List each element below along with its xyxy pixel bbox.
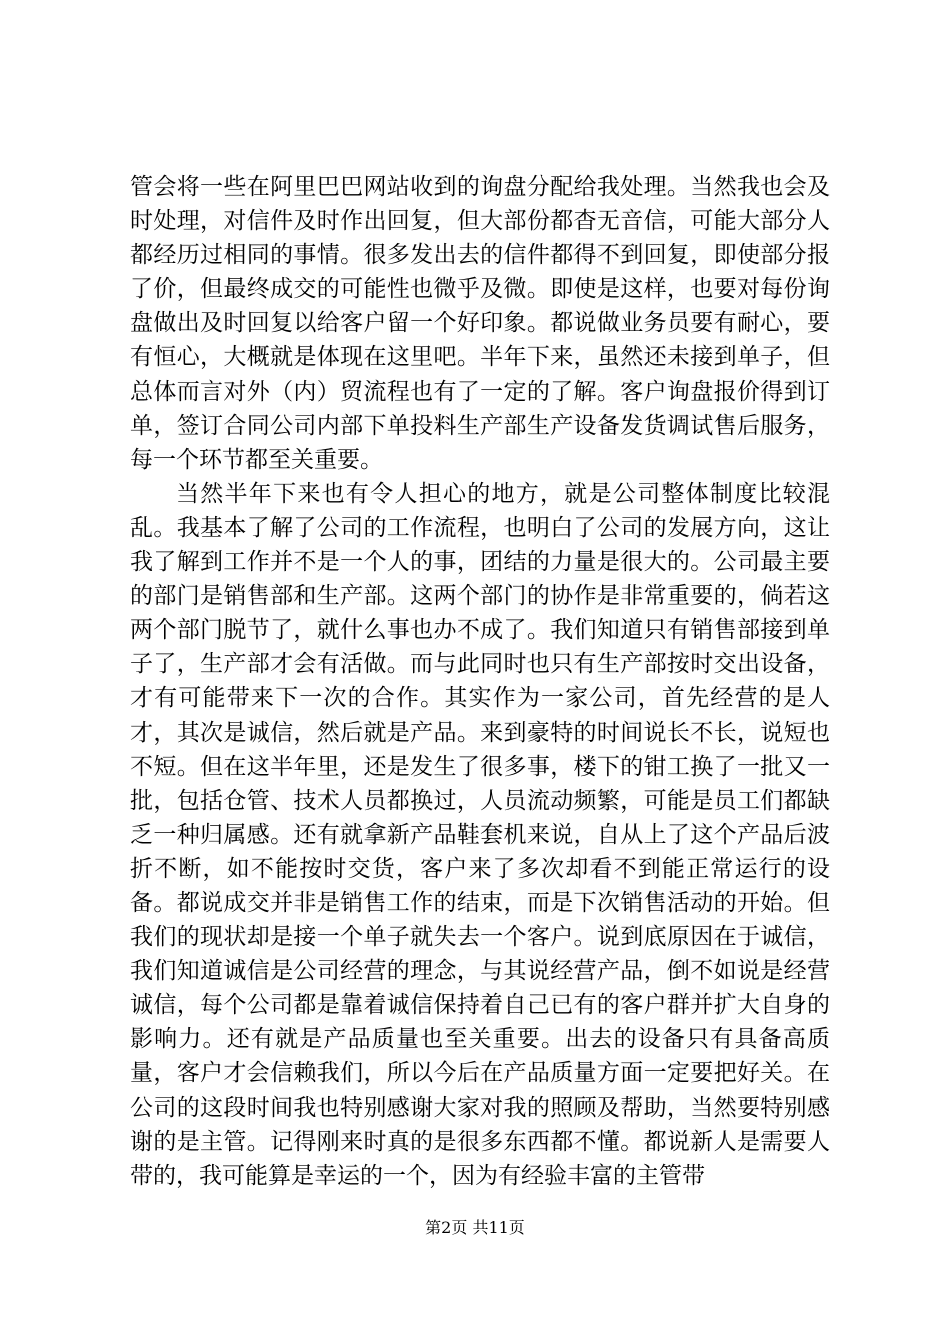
document-body (130, 170, 830, 1193)
paragraph: 当然半年下来也有令人担心的地方，就是公司整体制度比较混乱。我基本了解了公司的工作流程，也明白了公司的发展方向，这让我了解到工作并不是一个人的事，团结的力量是很大的。公司最主要的部门是销售部和生产部。这两个部门的协作是非常重要的，倘若这两个部门脱节了，就什么事也办不成了。我们知道只有销售部接到单子了，生产部才会有活做。而与此同时也只有生产部按时交出设备，才有可能带来下一次的合作。其实作为一家公司，首先经营的是人才，其次是诚信，然后就是产品。来到豪特的时间说长不长，说短也不短。但在这半年里，还是发生了很多事，楼下的钳工换了一批又一批，包括仓管、技术人员都换过，人员流动频繁，可能是员工们都缺乏一种归属感。还有就拿新产品鞋套机来说，自从上了这个产品后波折不断，如不能按时交货，客户来了多次却看不到能正常运行的设备。都说成交并非是销售工作的结束，而是下次销售活动的开始。但我们的现状却是接一个单子就失去一个客户。说到底原因在于诚信，我们知道诚信是公司经营的理念，与其说经营产品，倒不如说是经营诚信，每个公司都是靠着诚信保持着自己已有的客户群并扩大自身的影响力。还有就是产品质量也至关重要。出去的设备只有具备高质量，客户才会信赖我们，所以今后在产品质量方面一定要把好关。在公司的这段时间我也特别感谢大家对我的照顾及帮助，当然要特别感谢的是主管。记得刚来时真的是很多东西都不懂。都说新人是需要人带的，我可能算是幸运的一个，因为有经验丰富的主管带 (130, 480, 830, 1189)
paragraph-continuation: 管会将一些在阿里巴巴网站收到的询盘分配给我处理。当然我也会及时处理，对信件及时作出回复，但大部份都杳无音信，可能大部分人都经历过相同的事情。很多发出去的信件都得不到回复，即使部分报了价，但最终成交的可能性也微乎及微。即使是这样，也要对每份询盘做出及时回复以给客户留一个好印象。都说做业务员要有耐心，要有恒心，大概就是体现在这里吧。半年下来，虽然还未接到单子，但总体而言对外（内）贸流程也有了一定的了解。客户询盘报价得到订单，签订合同公司内部下单投料生产部生产设备发货调试售后服务，每一个环节都至关重要。 (130, 174, 830, 473)
page-number-footer: 第2页 共11页 (425, 1218, 525, 1237)
